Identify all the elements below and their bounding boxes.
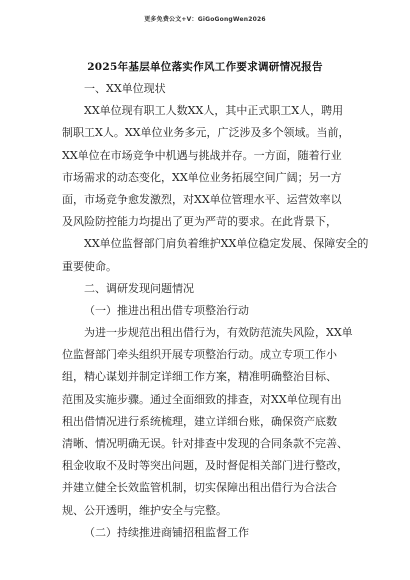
body-line: XX单位在市场竞争中机遇与挑战并存。一方面，随着行业 [62, 148, 342, 162]
body-line: 规、公开透明，维护安全与完整。 [62, 503, 227, 517]
body-line: 重要使命。 [62, 259, 117, 273]
body-line: 并建立健全长效监管机制，切实保障出租出借行为合法合 [62, 481, 337, 495]
body-line: 租金收取不及时等突出问题，及时督促相关部门进行整改， [62, 459, 348, 473]
body-line: 及风险防控能力均提出了更为严苛的要求。在此背景下， [62, 215, 337, 229]
body-line: 范围及实施步骤。通过全面细致的排查，对XX单位现有出 [62, 392, 342, 406]
header-watermark: 更多免费公文+V：GiGoGongWen2026 [144, 16, 266, 23]
subsection-heading: （一）推进出租出借专项整治行动 [84, 303, 249, 317]
body-line: 清晰、情况明确无误。针对排查中发现的合同条款不完善、 [62, 437, 348, 450]
body-line: XX单位监督部门肩负着维护XX单位稳定发展、保障安全的 [84, 237, 369, 251]
body-line: 面，市场竞争愈发激烈，对XX单位管理水平、运营效率以 [62, 192, 342, 206]
body-line: 市场需求的动态变化，XX单位业务拓展空间广阔；另一方 [62, 170, 342, 184]
body-line: XX单位现有职工人数XX人，其中正式职工X人，聘用 [84, 104, 344, 118]
body-line: 租出借情况进行系统梳理，建立详细台账，确保资产底数 [62, 414, 337, 428]
subsection-heading: （二）持续推进商铺招租监督工作 [84, 525, 249, 539]
section-heading: 二、调研发现问题情况 [84, 281, 194, 295]
section-heading: 一、XX单位现状 [84, 82, 166, 95]
body-line: 制职工X人。XX单位业务多元，广泛涉及多个领域。当前， [62, 126, 350, 140]
document-title: 2025年基层单位落实作风工作要求调研情况报告 [87, 61, 323, 73]
body-line: 组，精心谋划并制定详细工作方案，精准明确整治目标、 [62, 370, 337, 384]
body-line: 为进一步规范出租出借行为，有效防范流失风险，XX单 [84, 326, 353, 340]
body-line: 位监督部门牵头组织开展专项整治行动。成立专项工作小 [62, 348, 337, 362]
document-body [62, 78, 369, 544]
